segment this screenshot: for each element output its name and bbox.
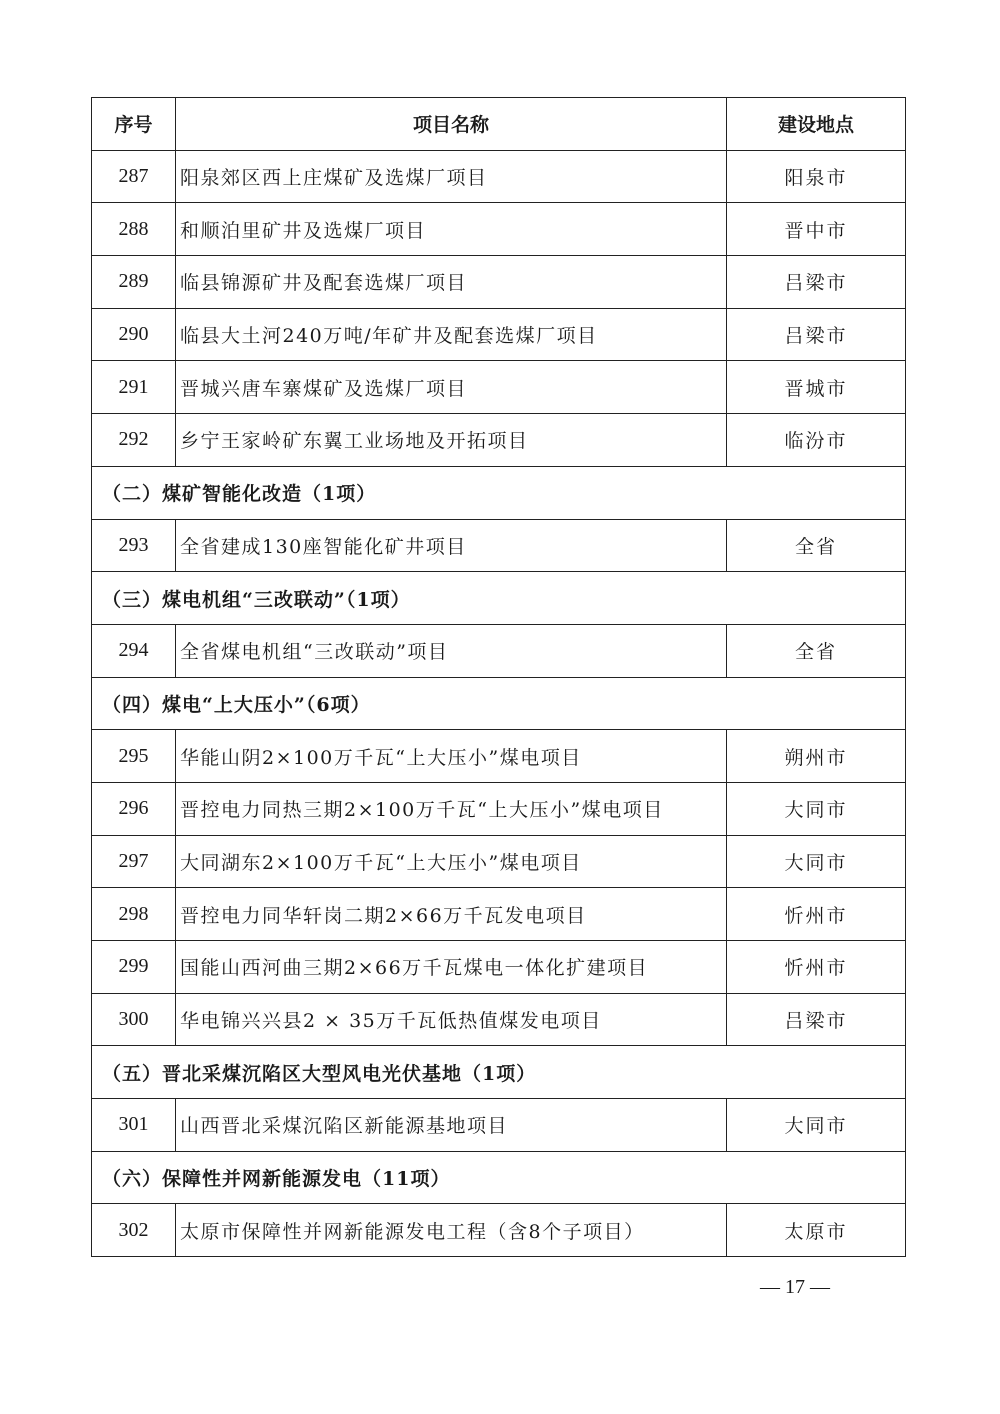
project-name-cell: 晋控电力同华轩岗二期2×66万千瓦发电项目 [176,888,727,941]
table-row [92,256,906,309]
serial-number-cell: 292 [92,414,176,467]
serial-number-cell: 299 [92,941,176,994]
serial-number-cell: 301 [92,1099,176,1152]
table-row [92,150,906,203]
location-cell: 晋中市 [727,203,906,256]
project-name-cell: 华电锦兴兴县2 × 35万千瓦低热值煤发电项目 [176,993,727,1046]
location-cell: 吕梁市 [727,308,906,361]
project-name-cell: 晋城兴唐车寨煤矿及选煤厂项目 [176,361,727,414]
serial-number-cell: 290 [92,308,176,361]
location-cell: 忻州市 [727,941,906,994]
location-cell: 晋城市 [727,361,906,414]
location-cell: 吕梁市 [727,993,906,1046]
location-cell: 全省 [727,624,906,677]
table-header-row [92,98,906,151]
table-row [92,941,906,994]
page-number: — 17 — [760,1276,830,1298]
serial-number-cell: 296 [92,782,176,835]
location-cell: 太原市 [727,1204,906,1257]
serial-number-cell: 302 [92,1204,176,1257]
serial-number-cell: 298 [92,888,176,941]
location-cell: 吕梁市 [727,256,906,309]
table-row [92,308,906,361]
section-row [92,677,906,730]
location-cell: 阳泉市 [727,150,906,203]
serial-number-cell: 291 [92,361,176,414]
section-title: （二）煤矿智能化改造（1项） [92,466,906,519]
serial-number-cell: 287 [92,150,176,203]
table-row [92,624,906,677]
project-name-cell: 晋控电力同热三期2×100万千瓦“上大压小”煤电项目 [176,782,727,835]
header-project-name: 项目名称 [176,98,727,151]
location-cell: 临汾市 [727,414,906,467]
location-cell: 全省 [727,519,906,572]
serial-number-cell: 288 [92,203,176,256]
project-name-cell: 山西晋北采煤沉陷区新能源基地项目 [176,1099,727,1152]
section-title: （三）煤电机组“三改联动”（1项） [92,572,906,625]
section-row [92,1151,906,1204]
section-title: （四）煤电“上大压小”（6项） [92,677,906,730]
location-cell: 大同市 [727,1099,906,1152]
table-row [92,414,906,467]
table-row [92,519,906,572]
serial-number-cell: 300 [92,993,176,1046]
section-row [92,572,906,625]
serial-number-cell: 294 [92,624,176,677]
table-row [92,888,906,941]
project-name-cell: 华能山阴2×100万千瓦“上大压小”煤电项目 [176,730,727,783]
table-row [92,203,906,256]
section-row [92,466,906,519]
table-row [92,993,906,1046]
serial-number-cell: 295 [92,730,176,783]
section-title: （六）保障性并网新能源发电（11项） [92,1151,906,1204]
project-table [91,97,906,1257]
serial-number-cell: 293 [92,519,176,572]
project-name-cell: 全省建成130座智能化矿井项目 [176,519,727,572]
table-row [92,730,906,783]
location-cell: 忻州市 [727,888,906,941]
location-cell: 大同市 [727,782,906,835]
serial-number-cell: 297 [92,835,176,888]
section-title: （五）晋北采煤沉陷区大型风电光伏基地（1项） [92,1046,906,1099]
project-name-cell: 全省煤电机组“三改联动”项目 [176,624,727,677]
project-name-cell: 临县大土河240万吨/年矿井及配套选煤厂项目 [176,308,727,361]
location-cell: 朔州市 [727,730,906,783]
header-serial-number: 序号 [92,98,176,151]
table-body [92,150,906,1256]
header-location: 建设地点 [727,98,906,151]
location-cell: 大同市 [727,835,906,888]
serial-number-cell: 289 [92,256,176,309]
project-name-cell: 乡宁王家岭矿东翼工业场地及开拓项目 [176,414,727,467]
table-row [92,835,906,888]
project-name-cell: 阳泉郊区西上庄煤矿及选煤厂项目 [176,150,727,203]
table-row [92,782,906,835]
table-row [92,1204,906,1257]
project-name-cell: 临县锦源矿井及配套选煤厂项目 [176,256,727,309]
table-row [92,1099,906,1152]
section-row [92,1046,906,1099]
project-name-cell: 国能山西河曲三期2×66万千瓦煤电一体化扩建项目 [176,941,727,994]
project-name-cell: 大同湖东2×100万千瓦“上大压小”煤电项目 [176,835,727,888]
table-row [92,361,906,414]
project-name-cell: 和顺泊里矿井及选煤厂项目 [176,203,727,256]
project-name-cell: 太原市保障性并网新能源发电工程（含8个子项目） [176,1204,727,1257]
